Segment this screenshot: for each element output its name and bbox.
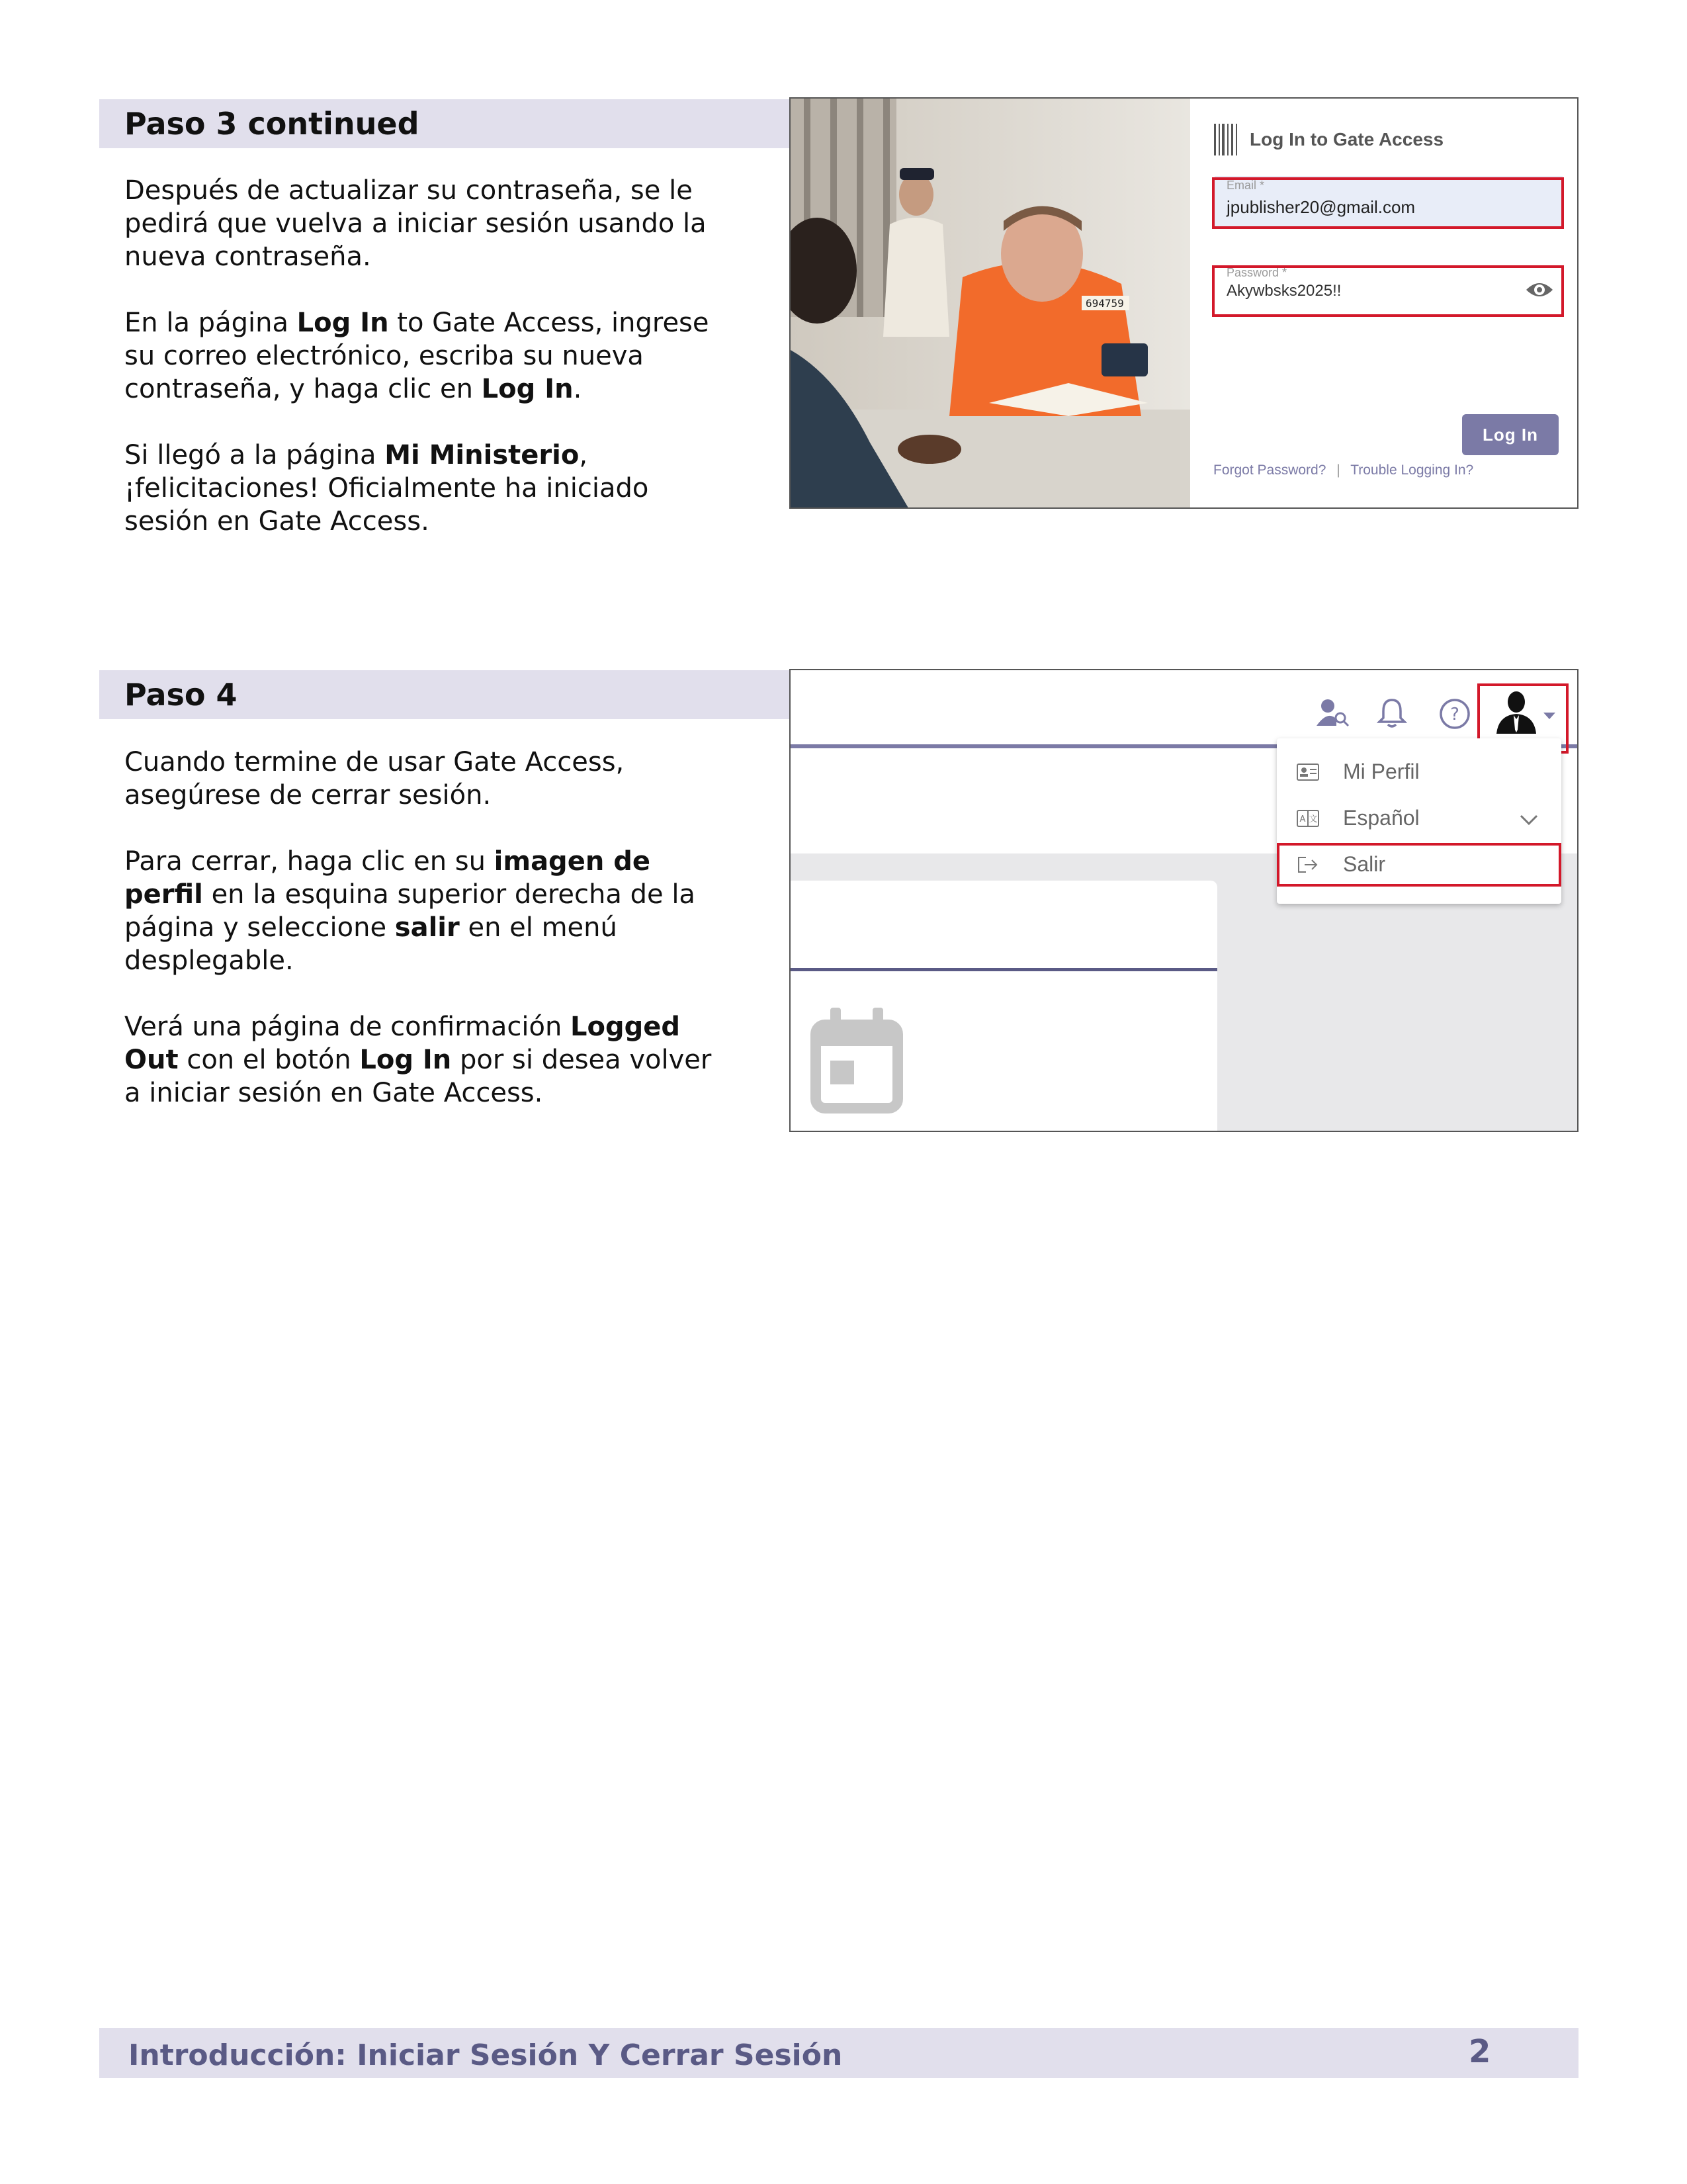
chevron-down-icon[interactable] [1519,814,1539,826]
svg-text:?: ? [1450,705,1459,724]
content-card-divider [791,968,1217,971]
prison-ministry-photo [791,99,1190,509]
svg-text:文: 文 [1309,814,1318,824]
password-highlight [1212,265,1564,317]
profile-dropdown-menu [1277,738,1561,904]
forgot-password-link[interactable]: Forgot Password? [1213,462,1326,478]
step3-paragraph-1: Después de actualizar su contraseña, se le pedirá que vuelva a iniciar sesión usando la nueva contraseña. [124,175,707,272]
trouble-logging-in-link[interactable]: Trouble Logging In? [1350,462,1474,478]
menu-item-mi-perfil[interactable]: Mi Perfil [1277,750,1561,797]
step4-paragraph-2: Para cerrar, haga clic en su imagen de perfil en la esquina superior derecha de la página y seleccione salir en el menú desplegable. [124,846,695,976]
profile-card-icon [1297,764,1319,781]
password-value: Akywbsks2025!! [1227,282,1342,300]
menu-screenshot [789,669,1579,1132]
step3-header [99,99,791,148]
password-label: Password * [1227,266,1287,279]
language-icon [1297,810,1319,827]
step4-paragraph-3: Verá una página de confirmación Logged Out con el botón Log In por si desea volver a iniciar sesión en Gate Access. [124,1012,712,1108]
email-highlight [1212,177,1564,229]
step4-title: Paso 4 [124,677,238,713]
menu-item-salir[interactable]: Salir [1277,843,1561,889]
barcode-logo-icon [1214,124,1239,155]
user-search-icon[interactable] [1317,698,1350,727]
login-screenshot [789,97,1579,509]
step3-body [124,174,733,571]
notification-bell-icon[interactable] [1377,697,1407,728]
inmate-number: 694759 [1086,297,1124,310]
step4-header [99,670,791,719]
login-button[interactable]: Log In [1462,414,1559,455]
step4-body [124,746,733,1143]
step3-paragraph-2: En la página Log In to Gate Access, ingrese su correo electrónico, escriba su nueva contraseña, y haga clic en Log In. [124,308,709,404]
link-separator: | [1336,462,1340,478]
email-label: Email * [1227,179,1265,192]
step3-title: Paso 3 continued [124,106,419,142]
login-heading: Log In to Gate Access [1250,129,1444,150]
step4-paragraph-1: Cuando termine de usar Gate Access, asegúrese de cerrar sesión. [124,747,625,810]
menu-item-espanol[interactable]: A 文 Español [1277,797,1561,843]
email-value: jpublisher20@gmail.com [1227,197,1416,217]
calendar-icon [810,1008,903,1114]
help-icon[interactable] [1439,698,1471,730]
step3-paragraph-3: Si llegó a la página Mi Ministerio, ¡felicitaciones! Oficialmente ha iniciado sesión en Gate Access. [124,440,649,537]
footer-title: Introducción: Iniciar Sesión Y Cerrar Sesión [128,2038,843,2072]
salir-highlight [1277,843,1561,887]
footer-band [99,2028,1579,2078]
page-number: 2 [1469,2033,1491,2070]
login-help-links [1213,462,1473,478]
svg-text:A: A [1299,814,1306,824]
